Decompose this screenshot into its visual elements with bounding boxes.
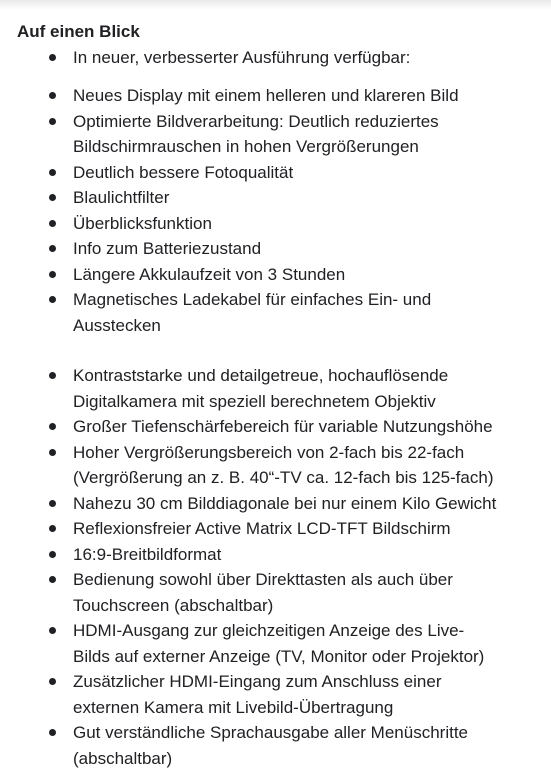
- list-item-line: Gut verständliche Sprachausgabe aller Menüschritte: [73, 720, 545, 746]
- bullet-icon: [49, 449, 56, 456]
- list-item-line: Zusätzlicher HDMI-Eingang zum Anschluss einer: [73, 669, 545, 695]
- list-item-line: Großer Tiefenschärfebereich für variable Nutzungshöhe: [73, 414, 545, 440]
- list-item: [0, 83, 551, 109]
- list-item-line: 16:9-Breitbildformat: [73, 542, 545, 568]
- bullet-icon: [49, 194, 56, 201]
- list-item-line: Ausstecken: [73, 313, 545, 339]
- list-item-line: Hoher Vergrößerungsbereich von 2-fach bis 22-fach: [73, 440, 545, 466]
- list-item: [0, 45, 551, 71]
- bullet-icon: [49, 296, 56, 303]
- list-item-line: Bildschirmrauschen in hohen Vergrößerungen: [73, 134, 545, 160]
- list-item: [0, 516, 551, 542]
- list-item-line: (Vergrößerung an z. B. 40“-TV ca. 12-fach bis 125-fach): [73, 465, 545, 491]
- list-item-line: Reflexionsfreier Active Matrix LCD-TFT Bildschirm: [73, 516, 545, 542]
- list-item-line: (abschaltbar): [73, 746, 545, 771]
- list-item-line: Info zum Batteriezustand: [73, 236, 545, 262]
- list-item-line: Digitalkamera mit speziell berechnetem Objektiv: [73, 389, 545, 415]
- bullet-icon: [49, 576, 56, 583]
- list-item: [0, 236, 551, 262]
- list-item: [0, 185, 551, 211]
- bullet-icon: [49, 169, 56, 176]
- list-item: [0, 211, 551, 237]
- bullet-icon: [49, 525, 56, 532]
- list-item-line: HDMI-Ausgang zur gleichzeitigen Anzeige des Live-: [73, 618, 545, 644]
- bullet-icon: [49, 118, 56, 125]
- list-item-line: Blaulichtfilter: [73, 185, 545, 211]
- list-item: [0, 262, 551, 288]
- list-item-line: externen Kamera mit Livebild-Übertragung: [73, 695, 545, 721]
- list-item: [0, 363, 551, 414]
- bullet-icon: [49, 551, 56, 558]
- list-item-line: Bedienung sowohl über Direkttasten als auch über: [73, 567, 545, 593]
- list-item-line: Bilds auf externer Anzeige (TV, Monitor oder Projektor): [73, 644, 545, 670]
- bullet-icon: [49, 54, 56, 61]
- list-item: [0, 542, 551, 568]
- new-features-list: [0, 83, 551, 338]
- list-item: [0, 109, 551, 160]
- list-item-line: Längere Akkulaufzeit von 3 Stunden: [73, 262, 545, 288]
- bullet-icon: [49, 729, 56, 736]
- list-item-line: Neues Display mit einem helleren und klareren Bild: [73, 83, 545, 109]
- section-heading: Auf einen Blick: [17, 20, 140, 44]
- list-item-line: Optimierte Bildverarbeitung: Deutlich reduziertes: [73, 109, 545, 135]
- list-item-line: In neuer, verbesserter Ausführung verfügbar:: [73, 45, 545, 71]
- list-item: [0, 414, 551, 440]
- bullet-icon: [49, 220, 56, 227]
- list-item: [0, 160, 551, 186]
- general-features-list: [0, 363, 551, 771]
- list-item: [0, 491, 551, 517]
- bullet-icon: [49, 271, 56, 278]
- bullet-icon: [49, 678, 56, 685]
- list-item-line: Nahezu 30 cm Bilddiagonale bei nur einem Kilo Gewicht: [73, 491, 545, 517]
- list-item-line: Kontraststarke und detailgetreue, hochauflösende: [73, 363, 545, 389]
- bullet-icon: [49, 92, 56, 99]
- bullet-icon: [49, 423, 56, 430]
- list-item-line: Überblicksfunktion: [73, 211, 545, 237]
- bullet-icon: [49, 245, 56, 252]
- bullet-icon: [49, 372, 56, 379]
- list-item: [0, 669, 551, 720]
- list-item: [0, 720, 551, 771]
- bullet-icon: [49, 500, 56, 507]
- list-item: [0, 440, 551, 491]
- list-item-line: Magnetisches Ladekabel für einfaches Ein- und: [73, 287, 545, 313]
- list-item: [0, 287, 551, 338]
- list-item: [0, 618, 551, 669]
- bullet-icon: [49, 627, 56, 634]
- intro-list: [0, 45, 551, 71]
- list-item-line: Deutlich bessere Fotoqualität: [73, 160, 545, 186]
- list-item: [0, 567, 551, 618]
- list-item-line: Touchscreen (abschaltbar): [73, 593, 545, 619]
- top-edge-shadow: [0, 0, 551, 10]
